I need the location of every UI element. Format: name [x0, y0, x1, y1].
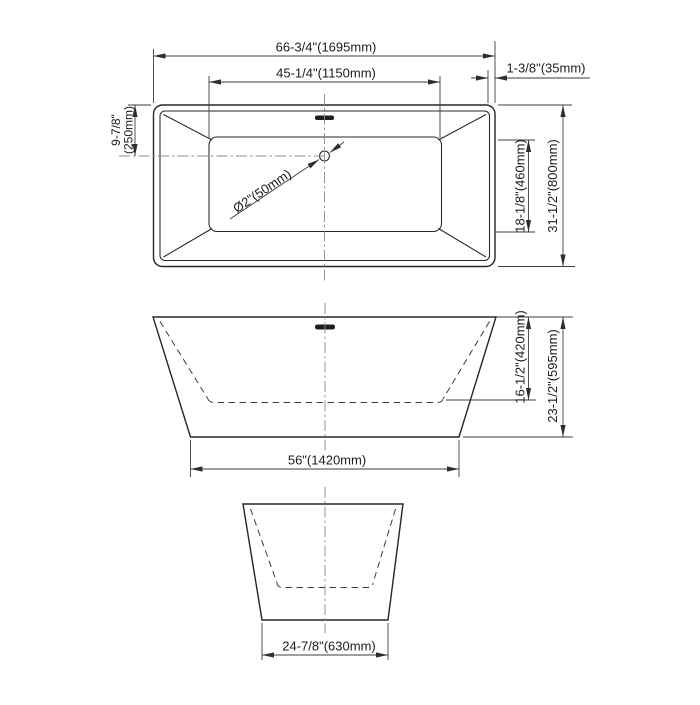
basin-slope-line-bl [164, 229, 213, 258]
side-view [243, 487, 403, 660]
dim-drain-diameter [230, 142, 344, 219]
tub-front-outline [153, 317, 496, 437]
dim-inner-width [496, 139, 535, 232]
front-view [153, 303, 573, 477]
dim-inner-length-label: 45-1/4"(1150mm) [276, 65, 376, 81]
dim-inner-depth [446, 310, 536, 403]
top-view [109, 40, 590, 282]
dim-overall-width [498, 105, 575, 267]
dim-inner-depth-label: 16-1/2"(420mm) [512, 310, 528, 404]
dim-inner-width-label: 18-1/8"(460mm) [512, 139, 528, 233]
dim-base-length-label: 56"(1420mm) [287, 452, 367, 468]
dim-drain-diameter-label: Ø2"(50mm) [230, 166, 294, 216]
dim-overall-width-label: 31-1/2"(800mm) [545, 139, 560, 233]
basin-slope-line-tl [164, 115, 213, 141]
leader-stub [330, 142, 344, 153]
basin-slope-line-br [439, 229, 487, 258]
dim-drain-offset [109, 105, 151, 156]
basin-hidden-line-bottom [208, 399, 443, 403]
basin-slope-line-tr [439, 115, 487, 141]
dim-base-width-label: 24-7/8"(630mm) [282, 638, 376, 654]
dim-drain-offset-label-in: 9-7/8" [109, 114, 123, 146]
basin-hidden-line-right [373, 509, 396, 583]
dim-drain-offset-label-mm: (250mm) [121, 105, 136, 155]
dim-rim-thickness-label: 1-3/8"(35mm) [506, 60, 586, 76]
dim-rim-thickness [471, 61, 590, 104]
dim-overall-length-label: 66-3/4"(1695mm) [275, 39, 377, 55]
dim-overall-height-label: 23-1/2"(595mm) [545, 329, 560, 423]
